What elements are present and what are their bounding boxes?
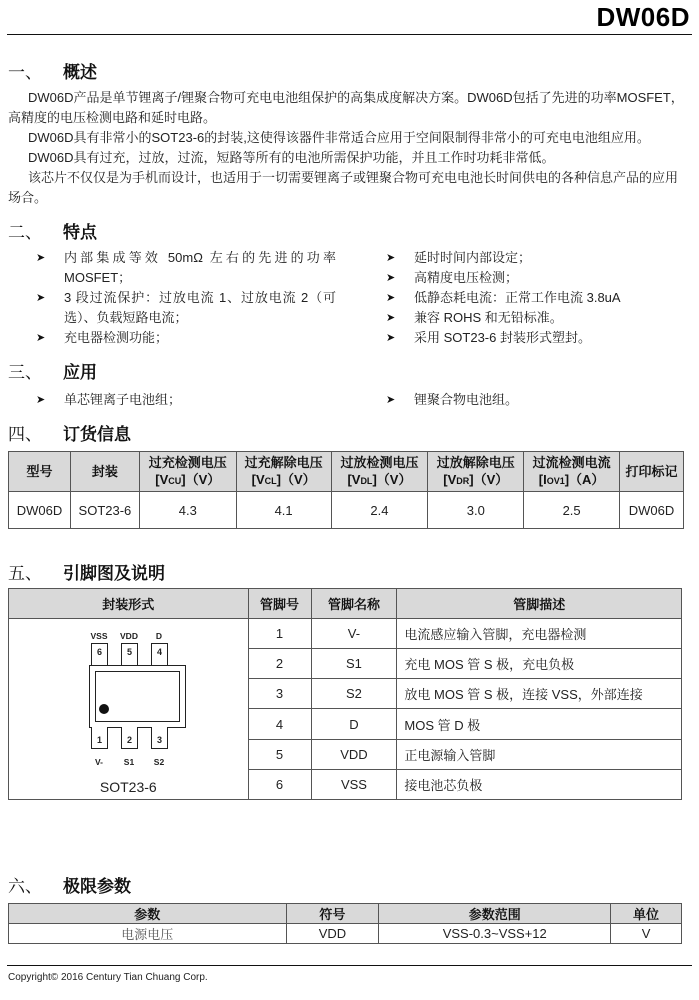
arrow-bullet-icon: ➤	[36, 252, 46, 264]
applications-list-left	[36, 390, 336, 410]
cell-pin-number: 1	[248, 619, 311, 649]
cell-pin-name: VSS	[311, 769, 397, 799]
arrow-bullet-icon: ➤	[386, 312, 396, 324]
section-heading-ordering	[8, 420, 131, 445]
cell-iov1: 2.5	[524, 492, 620, 529]
pin-label-top: VDD	[120, 631, 138, 641]
cell-pin-number: 3	[248, 679, 311, 709]
section-number: 三、	[8, 363, 42, 382]
pin-label-bottom: S2	[153, 757, 165, 767]
table-header-row	[9, 589, 682, 619]
column-header-parameter: 参数	[9, 904, 287, 924]
arrow-bullet-icon: ➤	[36, 394, 46, 406]
sot23-6-package-diagram	[9, 619, 248, 799]
cell-pin-name: S1	[311, 649, 397, 679]
header-bar	[7, 0, 692, 35]
cell-range: VSS-0.3~VSS+12	[379, 924, 611, 944]
cell-pin-number: 4	[248, 709, 311, 739]
document-title: DW06D	[596, 2, 690, 32]
overview-paragraph-2: DW06D具有非常小的SOT23-6的封装,这使得该器件非常适合应用于空间限制得非常小的可充电电池组应用。	[28, 130, 650, 145]
arrow-bullet-icon: ➤	[386, 272, 396, 284]
pin-label-bottom: V-	[94, 757, 104, 767]
features-list-left	[36, 248, 336, 348]
section-number: 五、	[8, 564, 42, 583]
column-header-vdl: 过放检测电压 [VDL]（V）	[331, 452, 428, 492]
arrow-bullet-icon: ➤	[386, 252, 396, 264]
package-diagram-cell	[9, 619, 249, 800]
cell-vdl: 2.4	[331, 492, 428, 529]
arrow-bullet-icon: ➤	[386, 332, 396, 344]
cell-pin-number: 5	[248, 739, 311, 769]
applications-list-right	[386, 390, 686, 410]
chip-pin: 5	[121, 643, 138, 665]
cell-pin-name: S2	[311, 679, 397, 709]
column-header-package: 封装	[70, 452, 139, 492]
ordering-table	[8, 451, 684, 529]
cell-model: DW06D	[9, 492, 71, 529]
cell-pin-description: 电流感应输入管脚，充电器检测	[397, 619, 682, 649]
section-heading-pinout	[8, 559, 165, 584]
section-title: 极限参数	[63, 877, 131, 896]
section-title: 特点	[63, 223, 97, 242]
overview-paragraph-1: DW06D产品是单节锂离子/锂聚合物可充电电池组保护的高集成度解决方案。DW06D包括了先进的功率MOSFET，高精度的电压检测电路和延时电路。	[8, 90, 684, 125]
column-header-pin-number: 管脚号	[248, 589, 311, 619]
section-heading-limits	[8, 872, 131, 897]
cell-pin-description: 正电源输入管脚	[397, 739, 682, 769]
cell-unit: V	[611, 924, 682, 944]
arrow-bullet-icon: ➤	[386, 292, 396, 304]
section-number: 二、	[8, 223, 42, 242]
column-header-model: 型号	[9, 452, 71, 492]
section-heading-overview	[8, 58, 97, 83]
package-caption: SOT23-6	[99, 779, 157, 795]
pin-label-top: VSS	[90, 631, 108, 641]
cell-pin-name: V-	[311, 619, 397, 649]
section-title: 概述	[63, 63, 97, 82]
column-header-package-form: 封装形式	[9, 589, 249, 619]
features-list-right	[386, 248, 686, 348]
copyright-text: Copyright© 2016 Century Tian Chuang Corp.	[8, 972, 208, 983]
feature-item: ➤ 采用 SOT23-6 封装形式塑封。	[386, 328, 686, 348]
chip-pin: 4	[151, 643, 168, 665]
cell-pin-description: 接电池芯负极	[397, 769, 682, 799]
column-header-vdr: 过放解除电压 [VDR]（V）	[428, 452, 524, 492]
overview-paragraph-3: DW06D具有过充，过放，过流，短路等所有的电池所需保护功能，并且工作时功耗非常低。	[28, 150, 555, 165]
cell-pin-name: D	[311, 709, 397, 739]
application-item: ➤ 单芯锂离子电池组；	[36, 390, 336, 410]
column-header-symbol: 符号	[286, 904, 379, 924]
feature-item: ➤ 3 段过流保护：过放电流 1、过放电流 2（可 选）、负载短路电流；	[36, 290, 336, 325]
limits-table	[8, 903, 682, 944]
cell-vcu: 4.3	[139, 492, 236, 529]
column-header-marking: 打印标记	[620, 452, 684, 492]
cell-vcl: 4.1	[236, 492, 331, 529]
pin-label-bottom: S1	[123, 757, 135, 767]
feature-item: ➤ 充电器检测功能；	[36, 328, 336, 348]
section-number: 一、	[8, 63, 42, 82]
column-header-iov1: 过流检测电流 [IOV1]（A）	[524, 452, 620, 492]
table-row	[9, 619, 682, 649]
cell-pin-name: VDD	[311, 739, 397, 769]
feature-item: ➤ 高精度电压检测；	[386, 268, 686, 288]
cell-symbol: VDD	[286, 924, 379, 944]
cell-package: SOT23-6	[70, 492, 139, 529]
section-title: 引脚图及说明	[63, 564, 165, 583]
table-header-row	[9, 452, 684, 492]
application-item: ➤ 锂聚合物电池组。	[386, 390, 686, 410]
cell-pin-description: MOS 管 D 极	[397, 709, 682, 739]
cell-pin-description: 充电 MOS 管 S 极，充电负极	[397, 649, 682, 679]
overview-paragraph-4: 该芯片不仅仅是为手机而设计，也适用于一切需要锂离子或锂聚合物可充电电池长时间供电的各种信息产品的应用场合。	[8, 170, 679, 205]
pin-label-top: D	[155, 631, 163, 641]
section-number: 四、	[8, 425, 42, 444]
section-number: 六、	[8, 877, 42, 896]
column-header-pin-name: 管脚名称	[311, 589, 397, 619]
cell-pin-number: 6	[248, 769, 311, 799]
feature-item: ➤ 延时时间内部设定；	[386, 248, 686, 268]
column-header-vcl: 过充解除电压 [VCL]（V）	[236, 452, 331, 492]
column-header-vcu: 过充检测电压 [VCU]（V）	[139, 452, 236, 492]
arrow-bullet-icon: ➤	[36, 292, 46, 304]
table-row	[9, 492, 684, 529]
cell-vdr: 3.0	[428, 492, 524, 529]
section-heading-features	[8, 218, 97, 243]
arrow-bullet-icon: ➤	[386, 394, 396, 406]
chip-pin: 1	[91, 727, 108, 749]
feature-item: ➤ 内部集成等效 50mΩ 左右的先进的功率 MOSFET；	[36, 250, 336, 285]
chip-pin: 6	[91, 643, 108, 665]
column-header-pin-description: 管脚描述	[397, 589, 682, 619]
footer-divider	[7, 965, 692, 966]
column-header-unit: 单位	[611, 904, 682, 924]
pinout-table	[8, 588, 682, 800]
section-title: 应用	[63, 363, 97, 382]
cell-pin-description: 放电 MOS 管 S 极，连接 VSS，外部连接	[397, 679, 682, 709]
cell-parameter: 电源电压	[9, 924, 287, 944]
feature-item: ➤ 兼容 ROHS 和无铅标准。	[386, 308, 686, 328]
arrow-bullet-icon: ➤	[36, 332, 46, 344]
section-title: 订货信息	[63, 425, 131, 444]
pin1-marker-dot-icon	[99, 704, 109, 714]
column-header-range: 参数范围	[379, 904, 611, 924]
feature-item: ➤ 低静态耗电流：正常工作电流 3.8uA	[386, 288, 686, 308]
section-heading-applications	[8, 358, 97, 383]
table-row	[9, 924, 682, 944]
chip-pin: 3	[151, 727, 168, 749]
chip-pin: 2	[121, 727, 138, 749]
chip-body	[89, 665, 186, 728]
table-header-row	[9, 904, 682, 924]
cell-pin-number: 2	[248, 649, 311, 679]
cell-marking: DW06D	[620, 492, 684, 529]
